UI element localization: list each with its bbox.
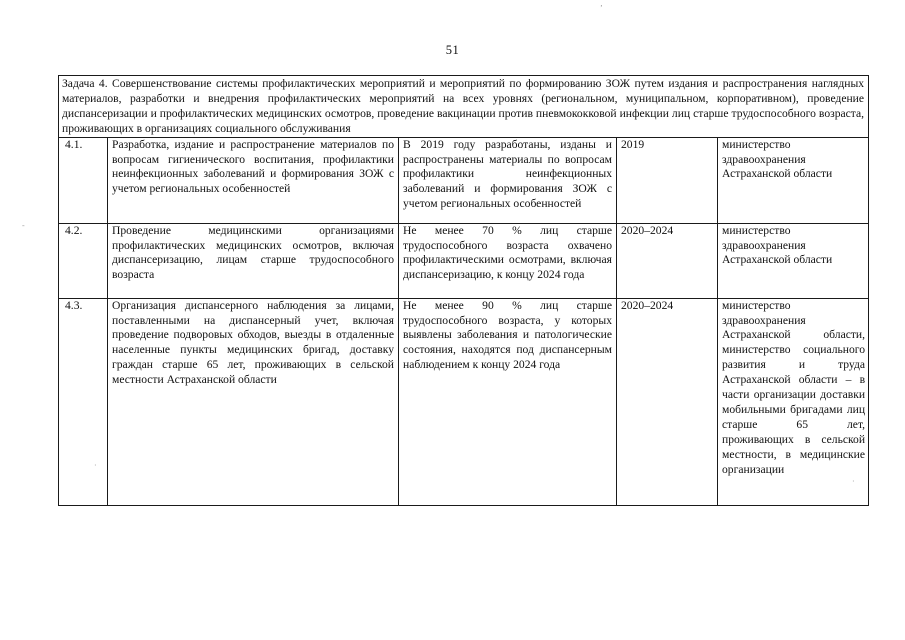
activity-cell: Проведение медицинскими организациями профилактических медицинских осмотров, включая диспансеризацию, лицам старше трудоспособного возраста (108, 223, 399, 298)
page-number: 51 (445, 43, 460, 57)
period-cell: 2020–2024 (617, 298, 718, 505)
responsible-cell: министерство здравоохранения Астраханской области, министерство социального развития и труда Астраханской области – в части организации доставки мобильными бригадами лиц старше 65 лет, проживающих в сельской местности, в медицинские организации (718, 298, 869, 505)
result-cell: В 2019 году разработаны, изданы и распространены материалы по вопросам профилактики неинфекционных заболеваний и формирования ЗОЖ с учетом региональных особенностей (399, 137, 617, 223)
row-number: 4.3. (59, 298, 108, 505)
scan-speck: - (22, 221, 25, 230)
plan-table (58, 75, 869, 506)
row-number: 4.2. (59, 223, 108, 298)
table-row (59, 137, 869, 223)
table-row (59, 223, 869, 298)
task-header-row (59, 76, 869, 138)
task-description: Задача 4. Совершенствование системы профилактических мероприятий и мероприятий по формированию ЗОЖ путем издания и распространения наглядных материалов, разработки и внедрения профилактических мероприятий на всех уровнях (региональном, муниципальном, корпоративном), проведение диспансеризации и профилактических медицинских осмотров, проведение вакцинации против пневмококковой инфекции лиц старше трудоспособного возраста, проживающих в организациях социального обслуживания (59, 76, 869, 138)
period-cell: 2020–2024 (617, 223, 718, 298)
responsible-cell: министерство здравоохранения Астраханской области (718, 223, 869, 298)
activity-cell: Разработка, издание и распространение материалов по вопросам гигиенического воспитания, профилактики неинфекционных заболеваний и формирования ЗОЖ с учетом региональных особенностей (108, 137, 399, 223)
scan-speck: ‚ (600, 0, 603, 8)
scan-speck: · (94, 461, 97, 470)
responsible-cell: министерство здравоохранения Астраханской области (718, 137, 869, 223)
scan-speck: · (852, 477, 855, 486)
period-cell: 2019 (617, 137, 718, 223)
result-cell: Не менее 90 % лиц старше трудоспособного возраста, у которых выявлены заболевания и патологические состояния, находятся под диспансерным наблюдением к концу 2024 года (399, 298, 617, 505)
row-number: 4.1. (59, 137, 108, 223)
activity-cell: Организация диспансерного наблюдения за лицами, поставленными на диспансерный учет, включая проведение подворовых обходов, выезды в отдаленные населенные пункты медицинских бригад, доставку граждан старше 65 лет, проживающих в сельской местности Астраханской области (108, 298, 399, 505)
result-cell: Не менее 70 % лиц старше трудоспособного возраста охвачено профилактическими осмотрами, включая диспансеризацию, к концу 2024 года (399, 223, 617, 298)
table-row (59, 298, 869, 505)
